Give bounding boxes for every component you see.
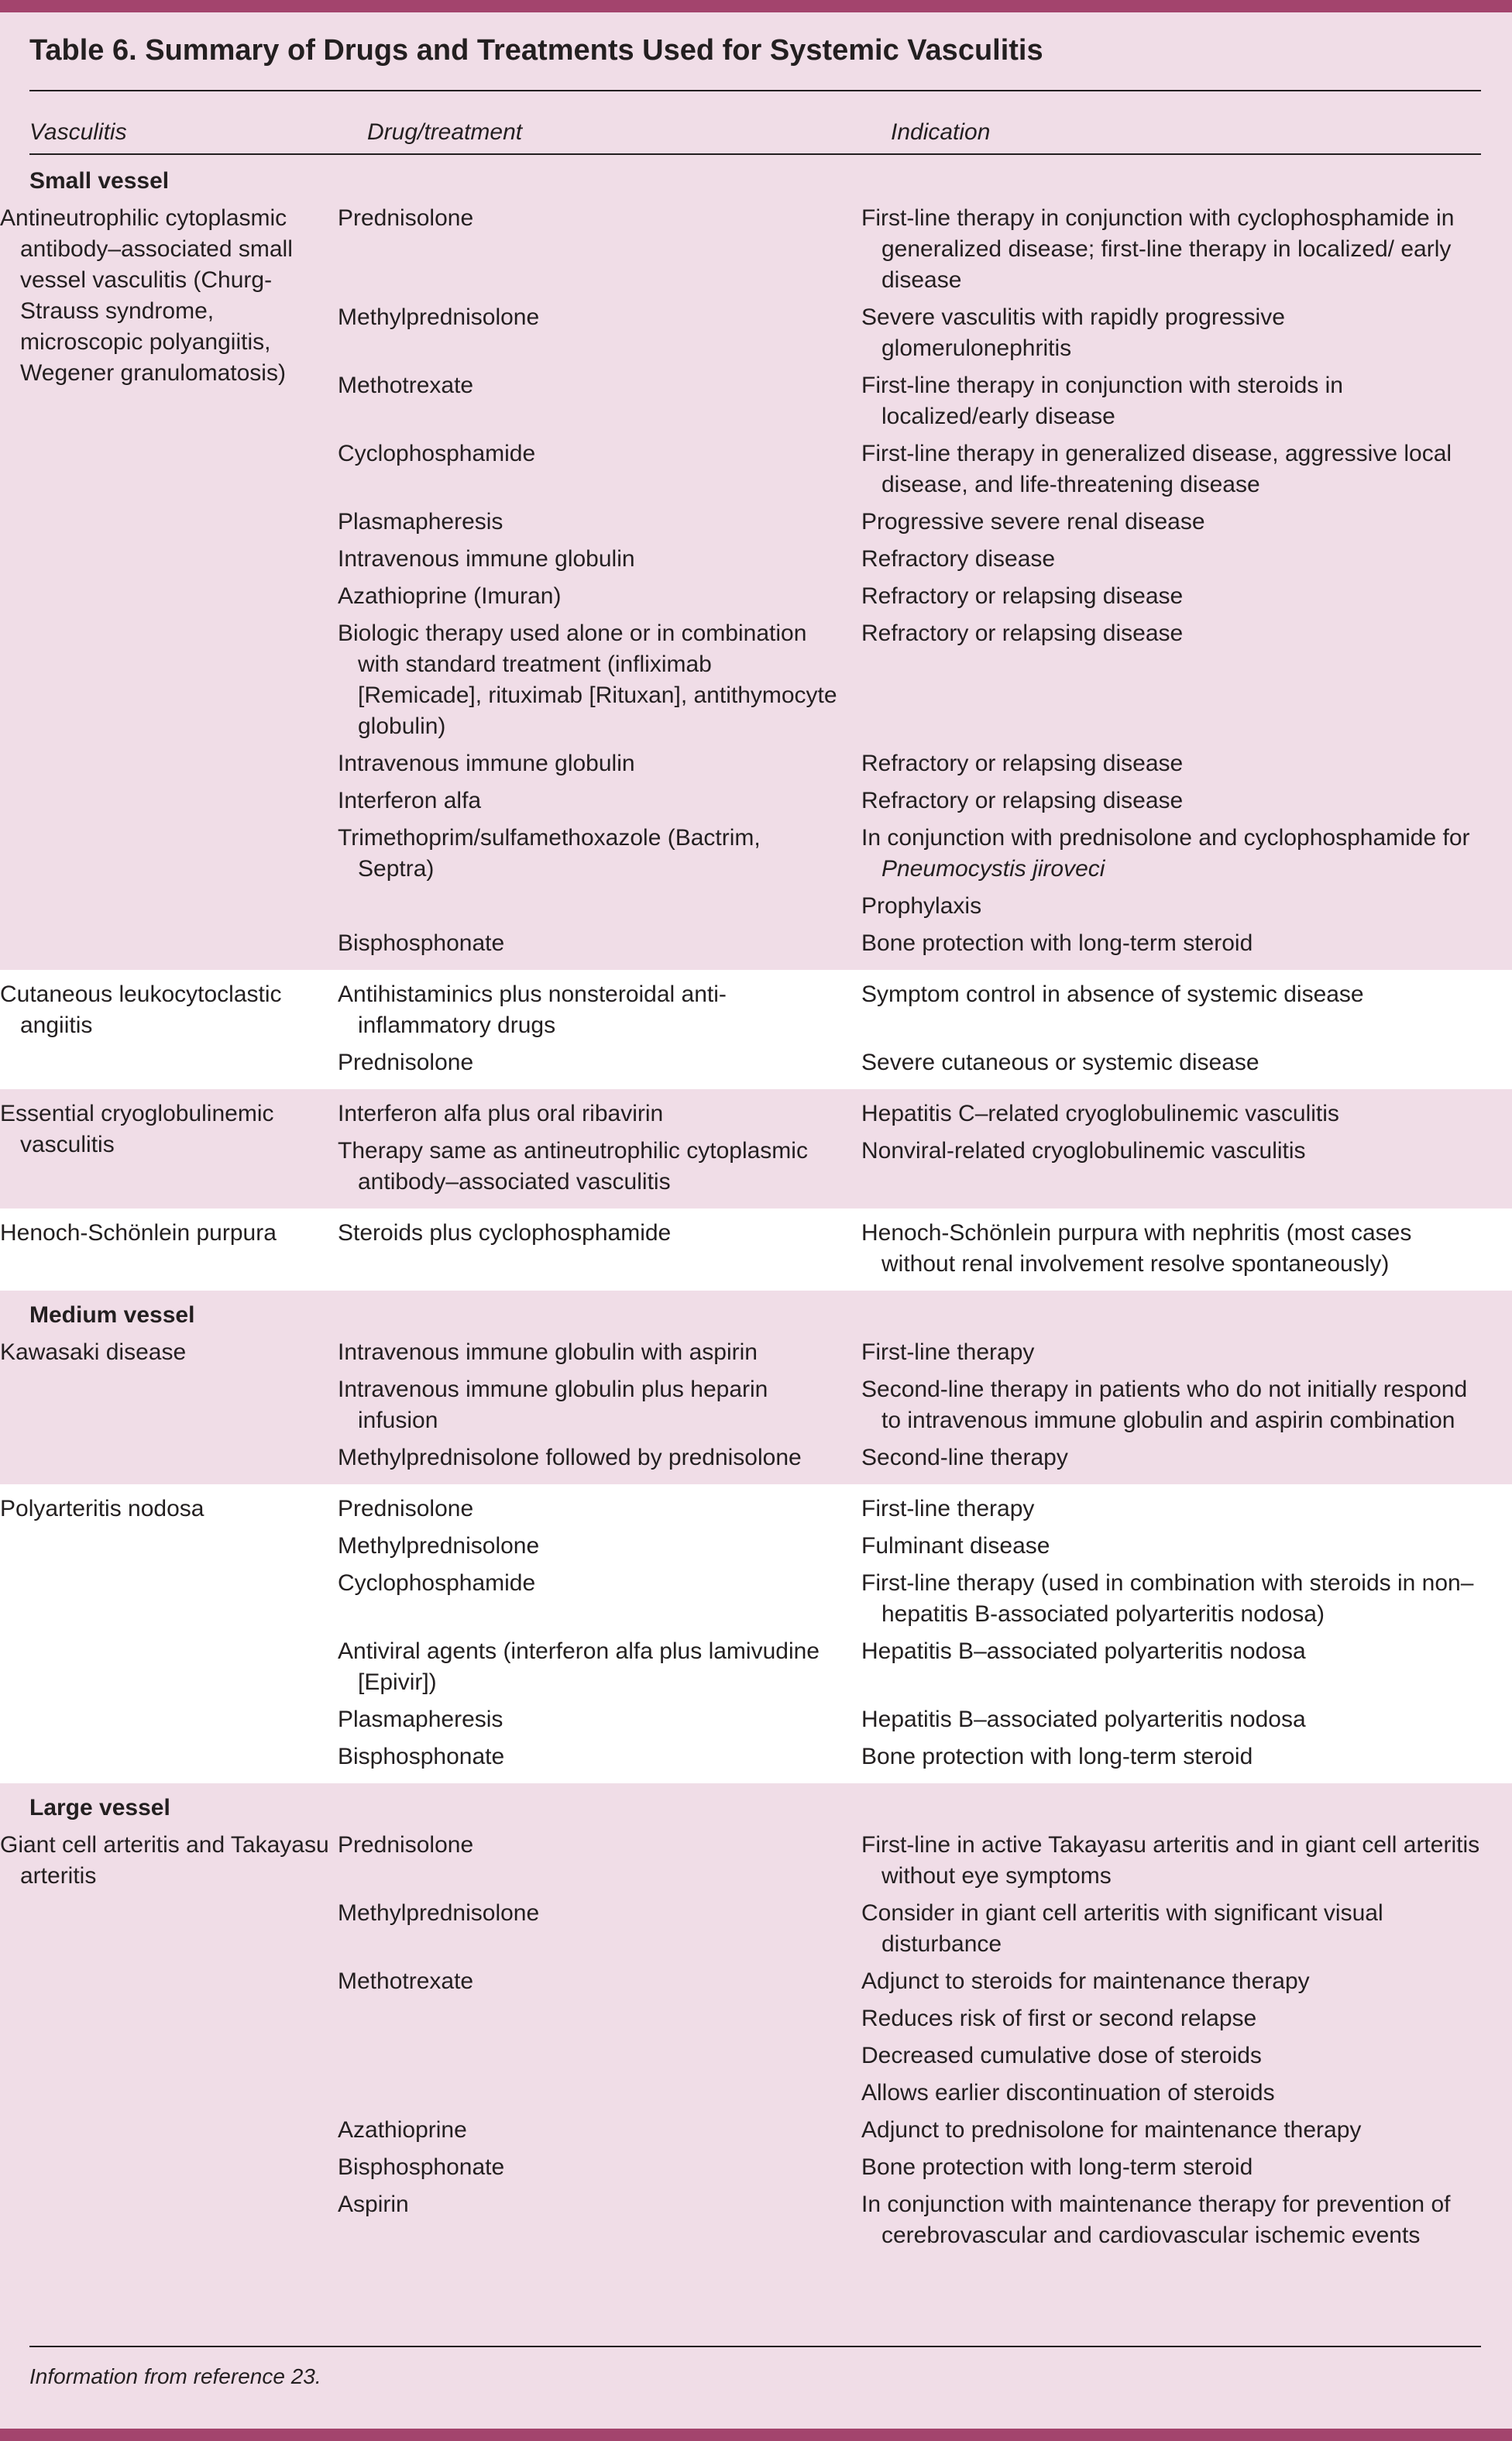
indication-cell: Hepatitis B–associated polyarteritis nodosa: [861, 1707, 1306, 1732]
drug-cell: Bisphosphonate: [338, 1744, 505, 1769]
drug-cell: Methotrexate: [338, 373, 474, 398]
table-band: [0, 1089, 1512, 1208]
indication-italic-text: Pneumocystis jiroveci: [881, 856, 1105, 882]
top-accent-bar: [0, 0, 1512, 12]
drug-cell: [338, 2003, 861, 2034]
vasculitis-group: [0, 1830, 1512, 2251]
table-row: [338, 544, 1512, 575]
table-row: [338, 748, 1512, 779]
drug-cell: Methylprednisolone: [338, 1900, 540, 1926]
drug-cell: Prednisolone: [338, 1050, 474, 1075]
drug-cell: [338, 2040, 861, 2071]
column-header-drug: Drug/treatment: [367, 119, 523, 145]
table-row: [338, 1704, 1512, 1735]
table-row: [338, 2189, 1512, 2251]
drug-cell: Aspirin: [338, 2192, 409, 2217]
drug-cell: Azathioprine: [338, 2117, 467, 2143]
indication-cell: Severe cutaneous or systemic disease: [861, 1050, 1259, 1075]
indication-cell: Nonviral-related cryoglobulinemic vasculitis: [861, 1138, 1306, 1164]
indication-cell: Second-line therapy: [861, 1445, 1068, 1470]
section-heading: Medium vessel: [29, 1302, 195, 1328]
indication-cell: First-line therapy (used in combination with steroids in non–hepatitis B-associated polyarteritis nodosa): [861, 1570, 1474, 1627]
table-row: [338, 581, 1512, 612]
indication-cell: Refractory or relapsing disease: [861, 583, 1184, 609]
vasculitis-name: Antineutrophilic cytoplasmic antibody–associated small vessel vasculitis (Churg-Strauss syndrome, microscopic polyangiitis, Wegener granulomatosis): [0, 205, 293, 386]
indication-cell: Hepatitis B–associated polyarteritis nodosa: [861, 1638, 1306, 1664]
indication-cell: Decreased cumulative dose of steroids: [861, 2043, 1262, 2068]
drug-cell: Azathioprine (Imuran): [338, 583, 562, 609]
drug-cell: Cyclophosphamide: [338, 1570, 536, 1596]
vasculitis-name: Kawasaki disease: [0, 1339, 187, 1365]
table-band: [0, 1484, 1512, 1783]
drug-cell: [338, 2078, 861, 2109]
vasculitis-group: [0, 1218, 1512, 1280]
vasculitis-name: Henoch-Schönlein purpura: [0, 1220, 277, 1246]
indication-cell: Severe vasculitis with rapidly progressive glomerulonephritis: [861, 304, 1285, 361]
drug-cell: Steroids plus cyclophosphamide: [338, 1220, 672, 1246]
drug-cell: Methylprednisolone: [338, 304, 540, 330]
drug-cell: Plasmapheresis: [338, 1707, 503, 1732]
indication-cell: First-line therapy in conjunction with steroids in localized/early disease: [861, 373, 1343, 429]
table-row: [338, 1898, 1512, 1960]
title-rule: [29, 90, 1481, 91]
indication-cell: Adjunct to steroids for maintenance therapy: [861, 1968, 1310, 1994]
indication-cell: [861, 823, 1481, 885]
table-row: [338, 1966, 1512, 1997]
table-row: [338, 2152, 1512, 2183]
table-row: [338, 302, 1512, 364]
vasculitis-name: Cutaneous leukocytoclastic angiitis: [0, 982, 282, 1038]
drug-cell: Interferon alfa: [338, 788, 482, 813]
section-heading: Small vessel: [29, 168, 170, 194]
indication-cell: Fulminant disease: [861, 1533, 1050, 1559]
vasculitis-group: [0, 1494, 1512, 1772]
footnote: Information from reference 23.: [29, 2364, 321, 2388]
drug-cell: Intravenous immune globulin: [338, 751, 635, 776]
indication-cell: First-line therapy: [861, 1496, 1035, 1521]
drug-cell: Methylprednisolone: [338, 1533, 540, 1559]
table-row: [338, 1531, 1512, 1562]
section-heading: Large vessel: [29, 1795, 170, 1820]
table-band: [0, 156, 1512, 970]
indication-cell: Refractory or relapsing disease: [861, 751, 1184, 776]
indication-cell: Second-line therapy in patients who do not initially respond to intravenous immune globulin and aspirin combination: [861, 1377, 1468, 1433]
table-row: [338, 1568, 1512, 1630]
indication-cell: Refractory or relapsing disease: [861, 621, 1184, 646]
table-row: [338, 1218, 1512, 1280]
table-row: [338, 1494, 1512, 1525]
table-row: [338, 1442, 1512, 1473]
indication-cell: Symptom control in absence of systemic disease: [861, 982, 1364, 1007]
vasculitis-name: Essential cryoglobulinemic vasculitis: [0, 1101, 274, 1157]
table-row: [338, 1337, 1512, 1368]
drug-cell: Interferon alfa plus oral ribavirin: [338, 1101, 664, 1126]
vasculitis-group: [0, 203, 1512, 959]
vasculitis-group: [0, 1337, 1512, 1473]
table-row: [338, 1098, 1512, 1129]
indication-cell: Refractory or relapsing disease: [861, 788, 1184, 813]
drug-cell: Therapy same as antineutrophilic cytoplasmic antibody–associated vasculitis: [338, 1138, 808, 1195]
vasculitis-group: [0, 1098, 1512, 1198]
table-row: [338, 2078, 1512, 2109]
table-row: [338, 2003, 1512, 2034]
indication-cell: Progressive severe renal disease: [861, 509, 1205, 535]
table-row: [338, 1136, 1512, 1198]
indication-cell: In conjunction with maintenance therapy for prevention of cerebrovascular and cardiovascular ischemic events: [861, 2192, 1451, 2248]
vasculitis-name: Giant cell arteritis and Takayasu arteritis: [0, 1832, 329, 1889]
drug-cell: Bisphosphonate: [338, 2154, 505, 2180]
indication-text: In conjunction with prednisolone and cyclophosphamide for: [861, 825, 1470, 851]
indication-cell: First-line in active Takayasu arteritis and in giant cell arteritis without eye symptoms: [861, 1832, 1480, 1889]
table-band: [0, 1783, 1512, 2262]
column-header-indication: Indication: [891, 119, 991, 145]
drug-cell: Prednisolone: [338, 1496, 474, 1521]
table-row: [338, 786, 1512, 817]
indication-cell: Henoch-Schönlein purpura with nephritis (most cases without renal involvement resolve spontaneously): [861, 1220, 1412, 1277]
drug-cell: Methylprednisolone followed by prednisolone: [338, 1445, 802, 1470]
indication-cell: Bone protection with long-term steroid: [861, 930, 1253, 956]
table-band: [0, 1291, 1512, 1484]
header-rule: [29, 153, 1481, 155]
table-row: [338, 1741, 1512, 1772]
table-row: [338, 2040, 1512, 2071]
indication-cell: Hepatitis C–related cryoglobulinemic vasculitis: [861, 1101, 1339, 1126]
table-row: [338, 1374, 1512, 1436]
indication-cell: Bone protection with long-term steroid: [861, 2154, 1253, 2180]
table-row: [338, 979, 1512, 1041]
vasculitis-group: [0, 979, 1512, 1078]
table-row: [338, 203, 1512, 296]
drug-cell: Intravenous immune globulin plus heparin infusion: [338, 1377, 768, 1433]
vasculitis-name: Polyarteritis nodosa: [0, 1496, 204, 1521]
drug-cell: [338, 891, 861, 922]
indication-cell: First-line therapy: [861, 1339, 1035, 1365]
table-row: [338, 928, 1512, 959]
table-band: [0, 970, 1512, 1089]
table-row: [338, 1636, 1512, 1698]
indication-cell: Reduces risk of first or second relapse: [861, 2006, 1257, 2031]
drug-cell: Prednisolone: [338, 1832, 474, 1858]
drug-cell: Trimethoprim/sulfamethoxazole (Bactrim, Septra): [338, 825, 761, 882]
drug-cell: Antihistaminics plus nonsteroidal anti-inflammatory drugs: [338, 982, 727, 1038]
table-row: [338, 891, 1512, 922]
drug-cell: Antiviral agents (interferon alfa plus lamivudine [Epivir]): [338, 1638, 820, 1695]
table-title: Table 6. Summary of Drugs and Treatments Used for Systemic Vasculitis: [29, 34, 1043, 67]
table-row: [338, 507, 1512, 538]
indication-cell: First-line therapy in generalized disease, aggressive local disease, and life-threatening disease: [861, 441, 1452, 497]
indication-cell: Prophylaxis: [861, 893, 982, 919]
table-row: [338, 1830, 1512, 1892]
drug-cell: Prednisolone: [338, 205, 474, 231]
indication-cell: First-line therapy in conjunction with cyclophosphamide in generalized disease; first-line therapy in localized/ early disease: [861, 205, 1455, 293]
drug-cell: Biologic therapy used alone or in combination with standard treatment (infliximab [Remicade], rituximab [Rituxan], antithymocyte globulin): [338, 621, 837, 739]
bottom-accent-bar: [0, 2429, 1512, 2441]
drug-cell: Cyclophosphamide: [338, 441, 536, 466]
table-row: [338, 438, 1512, 500]
table-body: [0, 156, 1512, 2262]
table-band: [0, 1208, 1512, 1291]
indication-cell: Allows earlier discontinuation of steroids: [861, 2080, 1275, 2106]
drug-cell: Methotrexate: [338, 1968, 474, 1994]
drug-cell: Intravenous immune globulin with aspirin: [338, 1339, 758, 1365]
indication-cell: Adjunct to prednisolone for maintenance therapy: [861, 2117, 1362, 2143]
table-row: [338, 618, 1512, 742]
bottom-rule: [29, 2346, 1481, 2347]
table-row: [338, 823, 1512, 885]
indication-cell: Bone protection with long-term steroid: [861, 1744, 1253, 1769]
drug-cell: Intravenous immune globulin: [338, 546, 635, 572]
table-row: [338, 2115, 1512, 2146]
table-row: [338, 370, 1512, 432]
indication-cell: Refractory disease: [861, 546, 1056, 572]
table-row: [338, 1047, 1512, 1078]
drug-cell: Bisphosphonate: [338, 930, 505, 956]
column-header-vasculitis: Vasculitis: [29, 119, 127, 145]
drug-cell: Plasmapheresis: [338, 509, 503, 535]
indication-cell: Consider in giant cell arteritis with significant visual disturbance: [861, 1900, 1383, 1957]
